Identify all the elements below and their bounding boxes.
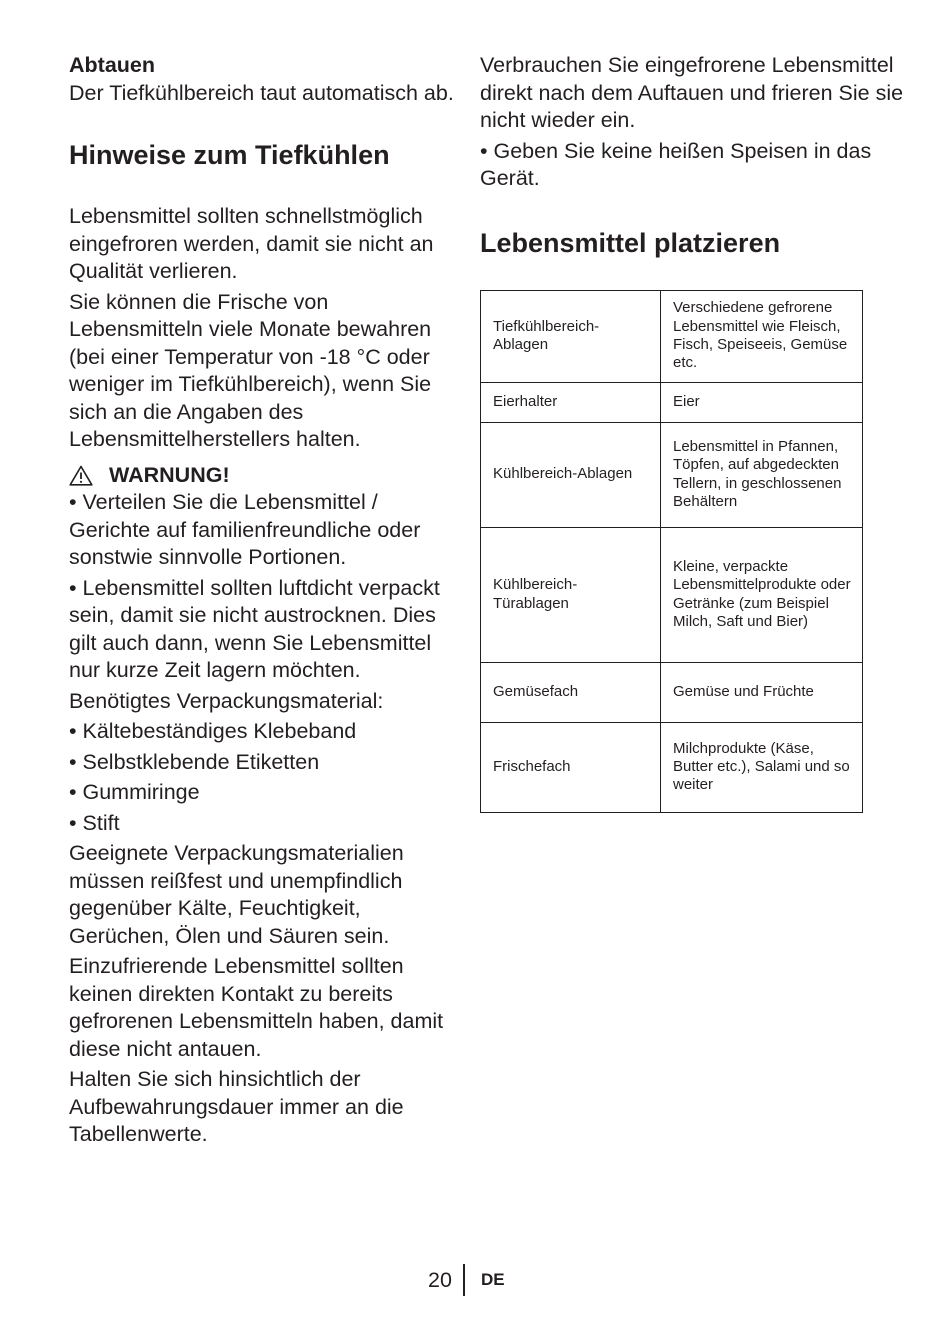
table-cell-place: Gemüsefach <box>481 662 661 722</box>
table-cell-food: Lebensmittel in Pfannen, Töpfen, auf abgedeckten Tellern, in geschlossenen Behältern <box>661 422 863 527</box>
abtauen-text: Der Tiefkühlbereich taut automatisch ab. <box>69 80 454 105</box>
table-row <box>481 722 863 812</box>
warning-triangle-icon <box>69 465 93 486</box>
abtauen-title: Abtauen <box>69 53 155 77</box>
table-cell-place: Kühlbereich-Türablagen <box>481 527 661 662</box>
table-cell-food: Milchprodukte (Käse, Butter etc.), Salami und so weiter <box>661 722 863 812</box>
table-row <box>481 527 863 662</box>
warning-label: WARNUNG! <box>109 462 230 487</box>
material-item: • Selbstklebende Etiketten <box>69 749 320 774</box>
table-cell-place: Kühlbereich-Ablagen <box>481 422 661 527</box>
table-cell-place: Eierhalter <box>481 382 661 422</box>
table-cell-place: Frischefach <box>481 722 661 812</box>
table-cell-food: Verschiedene gefrorene Lebensmittel wie Fleisch, Fisch, Speiseeis, Gemüse etc. <box>661 290 863 382</box>
left-column <box>69 52 454 1152</box>
table-cell-food: Kleine, verpackte Lebensmittelprodukte oder Getränke (zum Beispiel Milch, Saft und Bier) <box>661 527 863 662</box>
table-row <box>481 382 863 422</box>
material-item: • Stift <box>69 810 120 835</box>
storage-duration-paragraph: Halten Sie sich hinsichtlich der Aufbewahrungsdauer immer an die Tabellenwerte. <box>69 1067 404 1146</box>
material-item: • Gummiringe <box>69 780 200 804</box>
placement-table <box>480 290 863 813</box>
freezing-paragraph-1: Lebensmittel sollten schnellstmöglich eingefroren werden, damit sie nicht an Qualität verlieren. <box>69 204 434 283</box>
table-cell-food: Eier <box>661 382 863 422</box>
packaging-paragraph: Geeignete Verpackungsmaterialien müssen reißfest und unempfindlich gegenüber Kälte, Feuchtigkeit, Gerüchen, Ölen und Säuren sein. <box>69 841 404 948</box>
right-column <box>480 52 920 813</box>
footer-divider <box>463 1264 465 1296</box>
table-cell-food: Gemüse und Früchte <box>661 662 863 722</box>
table-row <box>481 422 863 527</box>
material-intro: Benötigtes Verpackungsmaterial: <box>69 688 384 713</box>
page-number: 20 <box>428 1268 452 1292</box>
page-footer <box>0 1264 950 1298</box>
material-item: • Kältebeständiges Klebeband <box>69 719 357 743</box>
language-code: DE <box>481 1270 505 1289</box>
warning-bullet-1: • Verteilen Sie die Lebensmittel / Gerichte auf familienfreundliche oder sonstwie sinnvolle Portionen. <box>69 490 421 569</box>
thawing-paragraph: Verbrauchen Sie eingefrorene Lebensmittel direkt nach dem Auftauen und frieren Sie sie nicht wieder ein. <box>480 53 904 132</box>
table-cell-place: Tiefkühlbereich-Ablagen <box>481 290 661 382</box>
warning-block <box>69 462 454 490</box>
placement-heading: Lebensmittel platzieren <box>480 227 781 258</box>
hinweise-heading: Hinweise zum Tiefkühlen <box>69 140 390 170</box>
table-row <box>481 290 863 382</box>
freezing-paragraph-2: Sie können die Frische von Lebensmitteln viele Monate bewahren (bei einer Temperatur von -18 °C oder weniger im Tiefkühlbereich), wenn Sie sich an die Angaben des Lebensmittelherstellers halten. <box>69 289 432 451</box>
hot-food-bullet: • Geben Sie keine heißen Speisen in das Gerät. <box>480 138 872 190</box>
contact-paragraph: Einzufrierende Lebensmittel sollten keinen direkten Kontakt zu bereits gefrorenen Lebensmitteln haben, damit diese nicht antauen. <box>69 954 444 1061</box>
table-row <box>481 662 863 722</box>
warning-bullet-2: • Lebensmittel sollten luftdicht verpackt sein, damit sie nicht austrocknen. Dies gilt auch dann, wenn Sie Lebensmittel nur kurze Zeit lagern möchten. <box>69 575 440 682</box>
